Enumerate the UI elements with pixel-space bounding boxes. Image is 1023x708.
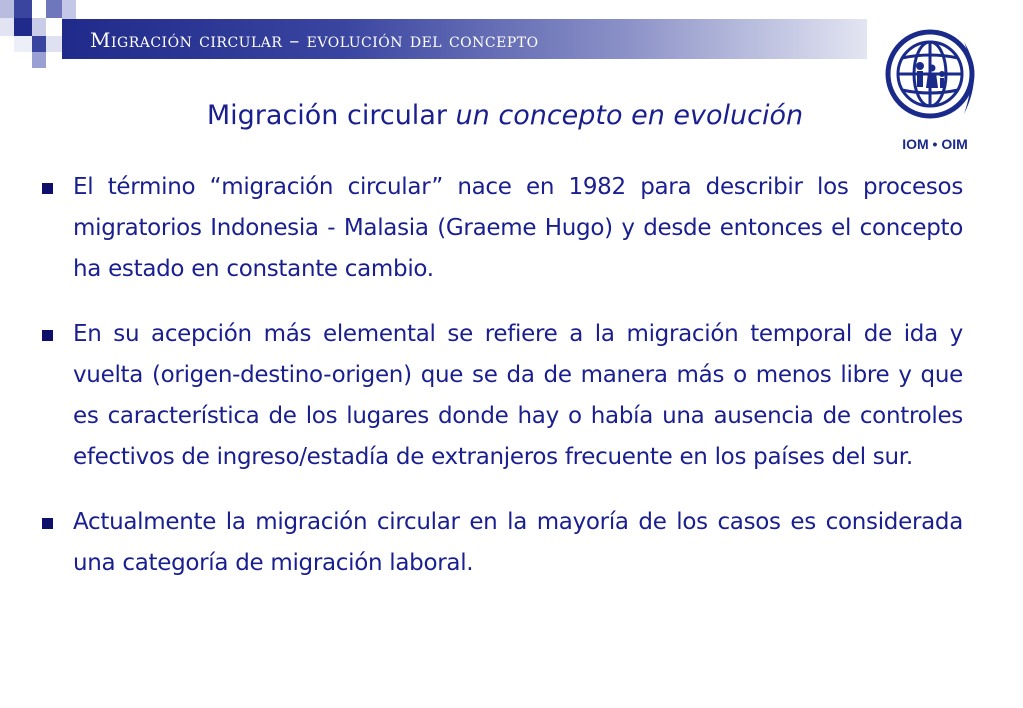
square-bullet-icon <box>42 518 53 529</box>
bullet-text: En su acepción más elemental se refiere a la migración temporal de ida y vuelta (origen-destino-origen) que se da de manera más o menos libre y que es característica de los lugares donde hay o había una ausencia de controles efectivos de ingreso/estadía de extranjeros frecuente en los países del sur. <box>73 321 963 470</box>
slide-subtitle <box>0 100 1010 131</box>
header-title: Migración circular – evolución del concepto <box>90 28 539 52</box>
subtitle-italic: un concepto en evolución <box>455 100 804 131</box>
bullet-text: El término “migración circular” nace en 1982 para describir los procesos migratorios Indonesia - Malasia (Graeme Hugo) y desde entonces el concepto ha estado en constante cambio. <box>73 174 963 282</box>
subtitle-plain: Migración circular <box>206 100 456 131</box>
square-bullet-icon <box>42 183 53 194</box>
bullet-list <box>40 167 963 608</box>
bullet-item <box>40 502 963 584</box>
bullet-item <box>40 314 963 478</box>
logo-caption: IOM • OIM <box>902 136 968 152</box>
bullet-text: Actualmente la migración circular en la mayoría de los casos es considerada una categoría de migración laboral. <box>73 509 963 576</box>
square-bullet-icon <box>42 330 53 341</box>
bullet-item <box>40 167 963 290</box>
